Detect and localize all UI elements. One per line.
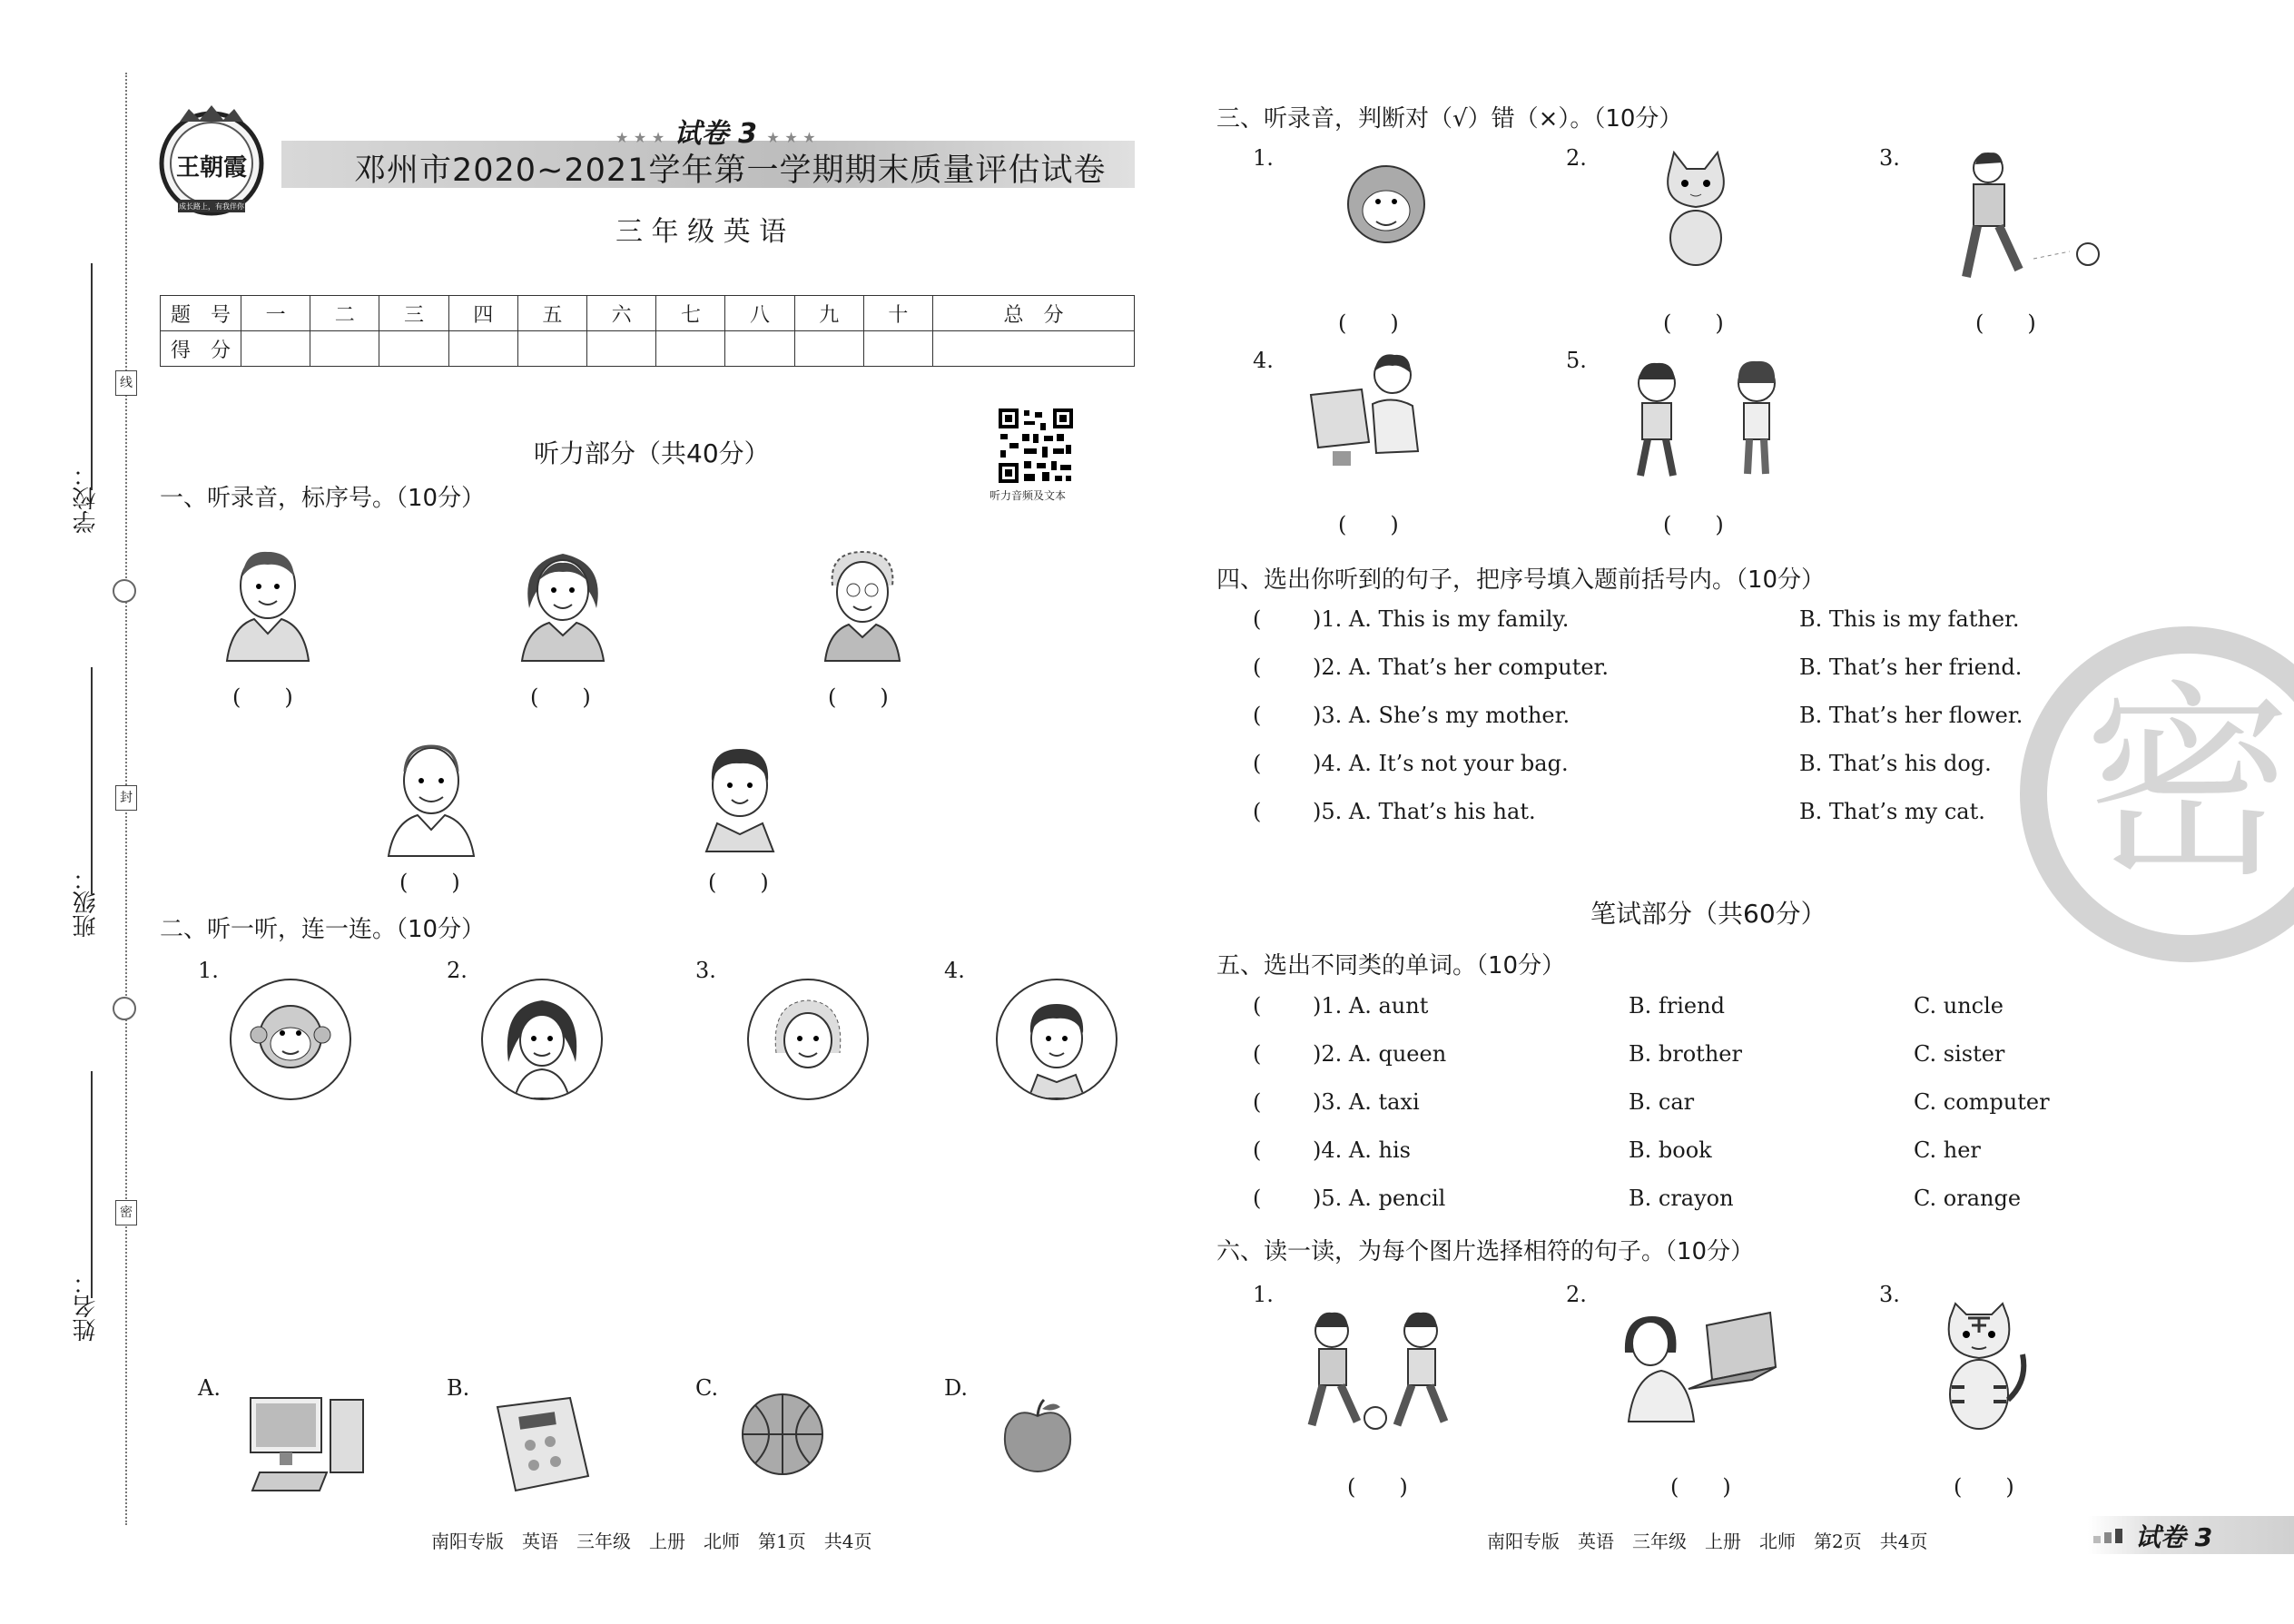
s5-option-a: )2. A. queen bbox=[1313, 1041, 1447, 1067]
answer-paren-open[interactable]: ( bbox=[1253, 1089, 1262, 1115]
binding-hole-icon bbox=[113, 997, 136, 1020]
s3-answer-1[interactable]: ( ) bbox=[1338, 310, 1399, 336]
score-col-6: 六 bbox=[587, 296, 656, 331]
school-field[interactable] bbox=[91, 263, 93, 490]
grandpa-face-icon bbox=[381, 735, 481, 861]
s2-num-2: 2. bbox=[447, 958, 468, 983]
boy-icon[interactable] bbox=[996, 979, 1117, 1100]
secret-seal-watermark bbox=[2020, 626, 2294, 962]
s5-option-a: )5. A. pencil bbox=[1313, 1186, 1446, 1211]
score-col-7: 七 bbox=[656, 296, 725, 331]
qr-code-icon bbox=[997, 407, 1075, 485]
s5-option-b: B. brother bbox=[1629, 1041, 1742, 1067]
stars-right: ★ ★ ★ bbox=[766, 129, 816, 146]
badge-text: 试卷 3 bbox=[674, 118, 757, 150]
boy-computer-icon bbox=[1305, 349, 1433, 480]
apple-icon[interactable] bbox=[997, 1398, 1078, 1479]
subject-title: 三 年 级 英 语 bbox=[615, 216, 787, 248]
writing-title: 笔试部分（共60分） bbox=[1590, 899, 1826, 929]
answer-paren-open[interactable]: ( bbox=[1253, 606, 1262, 632]
footer-right: 南阳专版 英语 三年级 上册 北师 第2页 共4页 bbox=[1487, 1530, 1928, 1552]
score-cell[interactable] bbox=[587, 331, 656, 367]
list-item bbox=[1253, 1137, 2070, 1186]
s3-num-1: 1. bbox=[1253, 145, 1274, 171]
s5-option-b: B. friend bbox=[1629, 993, 1725, 1019]
score-col-10: 十 bbox=[863, 296, 932, 331]
s5-option-a: )1. A. aunt bbox=[1313, 993, 1429, 1019]
score-col-1: 一 bbox=[241, 296, 310, 331]
s4-item-a: )5. A. That’s his hat. bbox=[1313, 799, 1536, 824]
listening-title: 听力部分（共40分） bbox=[534, 438, 770, 468]
list-item bbox=[1253, 1041, 2070, 1089]
answer-paren-open[interactable]: ( bbox=[1253, 751, 1262, 776]
s5-option-c: C. her bbox=[1914, 1137, 1981, 1163]
s5-option-b: B. crayon bbox=[1629, 1186, 1734, 1211]
s3-answer-4[interactable]: ( ) bbox=[1338, 512, 1399, 537]
answer-paren-open[interactable]: ( bbox=[1253, 1186, 1262, 1211]
name-label: 姓名： bbox=[73, 1271, 100, 1342]
section-1-title: 一、听录音，标序号。（10分） bbox=[160, 485, 486, 512]
s5-option-c: C. orange bbox=[1914, 1186, 2022, 1211]
s3-num-3: 3. bbox=[1879, 145, 1900, 171]
school-label: 学校： bbox=[73, 463, 100, 534]
grandma-icon[interactable] bbox=[747, 979, 869, 1100]
answer-paren-open[interactable]: ( bbox=[1253, 1137, 1262, 1163]
s2-num-3: 3. bbox=[695, 958, 716, 983]
s5-option-c: C. computer bbox=[1914, 1089, 2050, 1115]
s2-letter-a: A. bbox=[198, 1375, 221, 1401]
section-2-title: 二、听一听，连一连。（10分） bbox=[160, 916, 486, 943]
computer-icon[interactable] bbox=[243, 1389, 370, 1501]
s3-answer-5[interactable]: ( ) bbox=[1663, 512, 1724, 537]
s6-num-2: 2. bbox=[1566, 1282, 1587, 1307]
footer-badge: 试卷 3 bbox=[2135, 1522, 2213, 1552]
list-item bbox=[1253, 1186, 2070, 1234]
s5-option-a: )3. A. taxi bbox=[1313, 1089, 1420, 1115]
s3-num-4: 4. bbox=[1253, 348, 1274, 373]
brand-logo bbox=[153, 102, 271, 220]
score-cell[interactable] bbox=[933, 331, 1135, 367]
s2-letter-c: C. bbox=[695, 1375, 719, 1401]
book-icon[interactable] bbox=[479, 1389, 597, 1501]
s4-item-b: B. That’s her flower. bbox=[1799, 703, 2023, 728]
boys-football-icon bbox=[1285, 1307, 1484, 1438]
s2-num-1: 1. bbox=[198, 958, 219, 983]
s4-item-a: )1. A. This is my family. bbox=[1313, 606, 1570, 632]
score-cell[interactable] bbox=[863, 331, 932, 367]
s3-num-2: 2. bbox=[1566, 145, 1587, 171]
s5-option-a: )4. A. his bbox=[1313, 1137, 1411, 1163]
brand-tagline: 成长路上，有我伴你 bbox=[179, 202, 244, 211]
s5-option-b: B. book bbox=[1629, 1137, 1712, 1163]
score-cell[interactable] bbox=[656, 331, 725, 367]
s6-num-1: 1. bbox=[1253, 1282, 1274, 1307]
girl-icon[interactable] bbox=[481, 979, 603, 1100]
score-cell[interactable] bbox=[241, 331, 310, 367]
score-table-header-label: 题 号 bbox=[161, 296, 241, 331]
grandma-face-icon bbox=[812, 545, 912, 666]
s6-num-3: 3. bbox=[1879, 1282, 1900, 1307]
qr-code[interactable] bbox=[997, 407, 1075, 485]
s2-letter-d: D. bbox=[944, 1375, 969, 1401]
s4-item-b: B. That’s his dog. bbox=[1799, 751, 1992, 776]
s1-answer-2[interactable]: ( ) bbox=[530, 684, 591, 710]
cut-mark-xian: 线 bbox=[115, 370, 137, 396]
footer-left: 南阳专版 英语 三年级 上册 北师 第1页 共4页 bbox=[431, 1530, 872, 1552]
monkey-icon bbox=[1336, 154, 1436, 258]
s1-answer-1[interactable]: ( ) bbox=[232, 684, 293, 710]
binding-margin bbox=[0, 0, 145, 1624]
s3-answer-3[interactable]: ( ) bbox=[1975, 310, 2036, 336]
s1-answer-3[interactable]: ( ) bbox=[828, 684, 889, 710]
cat-icon bbox=[1650, 147, 1741, 273]
monkey-icon[interactable] bbox=[230, 979, 351, 1100]
footer-badge-squares-icon bbox=[2093, 1529, 2122, 1545]
boy-face-icon bbox=[690, 740, 790, 857]
seal-char: 密 bbox=[2083, 664, 2293, 906]
qr-caption: 听力音频及文本 bbox=[989, 489, 1067, 502]
s6-answer-3[interactable]: ( ) bbox=[1954, 1474, 2014, 1500]
score-cell[interactable] bbox=[517, 331, 586, 367]
cut-mark-feng: 封 bbox=[115, 785, 137, 811]
score-col-4: 四 bbox=[448, 296, 517, 331]
s1-answer-4[interactable]: ( ) bbox=[399, 870, 460, 895]
answer-paren-open[interactable]: ( bbox=[1253, 799, 1262, 824]
section-4-title: 四、选出你听到的句子，把序号填入题前括号内。（10分） bbox=[1216, 566, 1826, 594]
s5-list bbox=[1253, 993, 2070, 1234]
score-cell[interactable] bbox=[725, 331, 794, 367]
s4-item-a: )4. A. It’s not your bag. bbox=[1313, 751, 1569, 776]
score-cell[interactable] bbox=[310, 331, 379, 367]
section-5-title: 五、选出不同类的单词。（10分） bbox=[1216, 952, 1566, 979]
score-table-score-label: 得 分 bbox=[161, 331, 241, 367]
section-6-title: 六、读一读，为每个图片选择相符的句子。（10分） bbox=[1216, 1238, 1755, 1265]
s6-answer-1[interactable]: ( ) bbox=[1347, 1474, 1408, 1500]
score-col-5: 五 bbox=[517, 296, 586, 331]
score-col-8: 八 bbox=[725, 296, 794, 331]
score-table bbox=[160, 295, 1135, 367]
answer-paren-open[interactable]: ( bbox=[1253, 993, 1262, 1019]
section-3-title: 三、听录音，判断对（√）错（×）。（10分） bbox=[1216, 105, 1683, 133]
boy-kicking-ball-icon bbox=[1943, 150, 2106, 290]
score-col-2: 二 bbox=[310, 296, 379, 331]
boy-girl-icon bbox=[1620, 356, 1793, 487]
list-item bbox=[1253, 1089, 2070, 1137]
s4-item-b: B. This is my father. bbox=[1799, 606, 2020, 632]
s1-answer-5[interactable]: ( ) bbox=[708, 870, 769, 895]
score-col-9: 九 bbox=[794, 296, 863, 331]
list-item bbox=[1253, 993, 2070, 1041]
s5-option-c: C. sister bbox=[1914, 1041, 2005, 1067]
binding-hole-icon bbox=[113, 579, 136, 603]
score-table-header-row bbox=[161, 296, 1135, 331]
man-face-icon bbox=[218, 545, 318, 666]
s6-answer-2[interactable]: ( ) bbox=[1670, 1474, 1731, 1500]
name-field[interactable] bbox=[91, 1071, 93, 1298]
brand-name: 王朝霞 bbox=[175, 154, 247, 182]
class-label: 班级： bbox=[73, 867, 100, 938]
woman-face-icon bbox=[513, 545, 613, 666]
answer-paren-open[interactable]: ( bbox=[1253, 655, 1262, 680]
cut-mark-mi: 密 bbox=[115, 1200, 137, 1225]
score-cell[interactable] bbox=[448, 331, 517, 367]
girl-laptop-icon bbox=[1616, 1307, 1779, 1429]
score-cell[interactable] bbox=[794, 331, 863, 367]
score-cell[interactable] bbox=[379, 331, 448, 367]
s2-num-4: 4. bbox=[944, 958, 965, 983]
page-title: 邓州市2020~2021学年第一学期期末质量评估试卷 bbox=[354, 153, 1107, 189]
stars-left: ★ ★ ★ bbox=[615, 129, 665, 146]
score-table-score-row bbox=[161, 331, 1135, 367]
s4-item-a: )2. A. That’s her computer. bbox=[1313, 655, 1610, 680]
s3-num-5: 5. bbox=[1566, 348, 1587, 373]
tiger-icon bbox=[1925, 1300, 2033, 1440]
answer-paren-open[interactable]: ( bbox=[1253, 1041, 1262, 1067]
basketball-icon[interactable] bbox=[737, 1389, 828, 1483]
s2-letter-b: B. bbox=[447, 1375, 470, 1401]
s4-item-a: )3. A. She’s my mother. bbox=[1313, 703, 1570, 728]
answer-paren-open[interactable]: ( bbox=[1253, 703, 1262, 728]
s4-item-b: B. That’s my cat. bbox=[1799, 799, 1985, 824]
score-col-total: 总 分 bbox=[933, 296, 1135, 331]
class-field[interactable] bbox=[91, 667, 93, 894]
s5-option-c: C. uncle bbox=[1914, 993, 2004, 1019]
score-col-3: 三 bbox=[379, 296, 448, 331]
s5-option-b: B. car bbox=[1629, 1089, 1695, 1115]
s4-item-b: B. That’s her friend. bbox=[1799, 655, 2023, 680]
s3-answer-2[interactable]: ( ) bbox=[1663, 310, 1724, 336]
